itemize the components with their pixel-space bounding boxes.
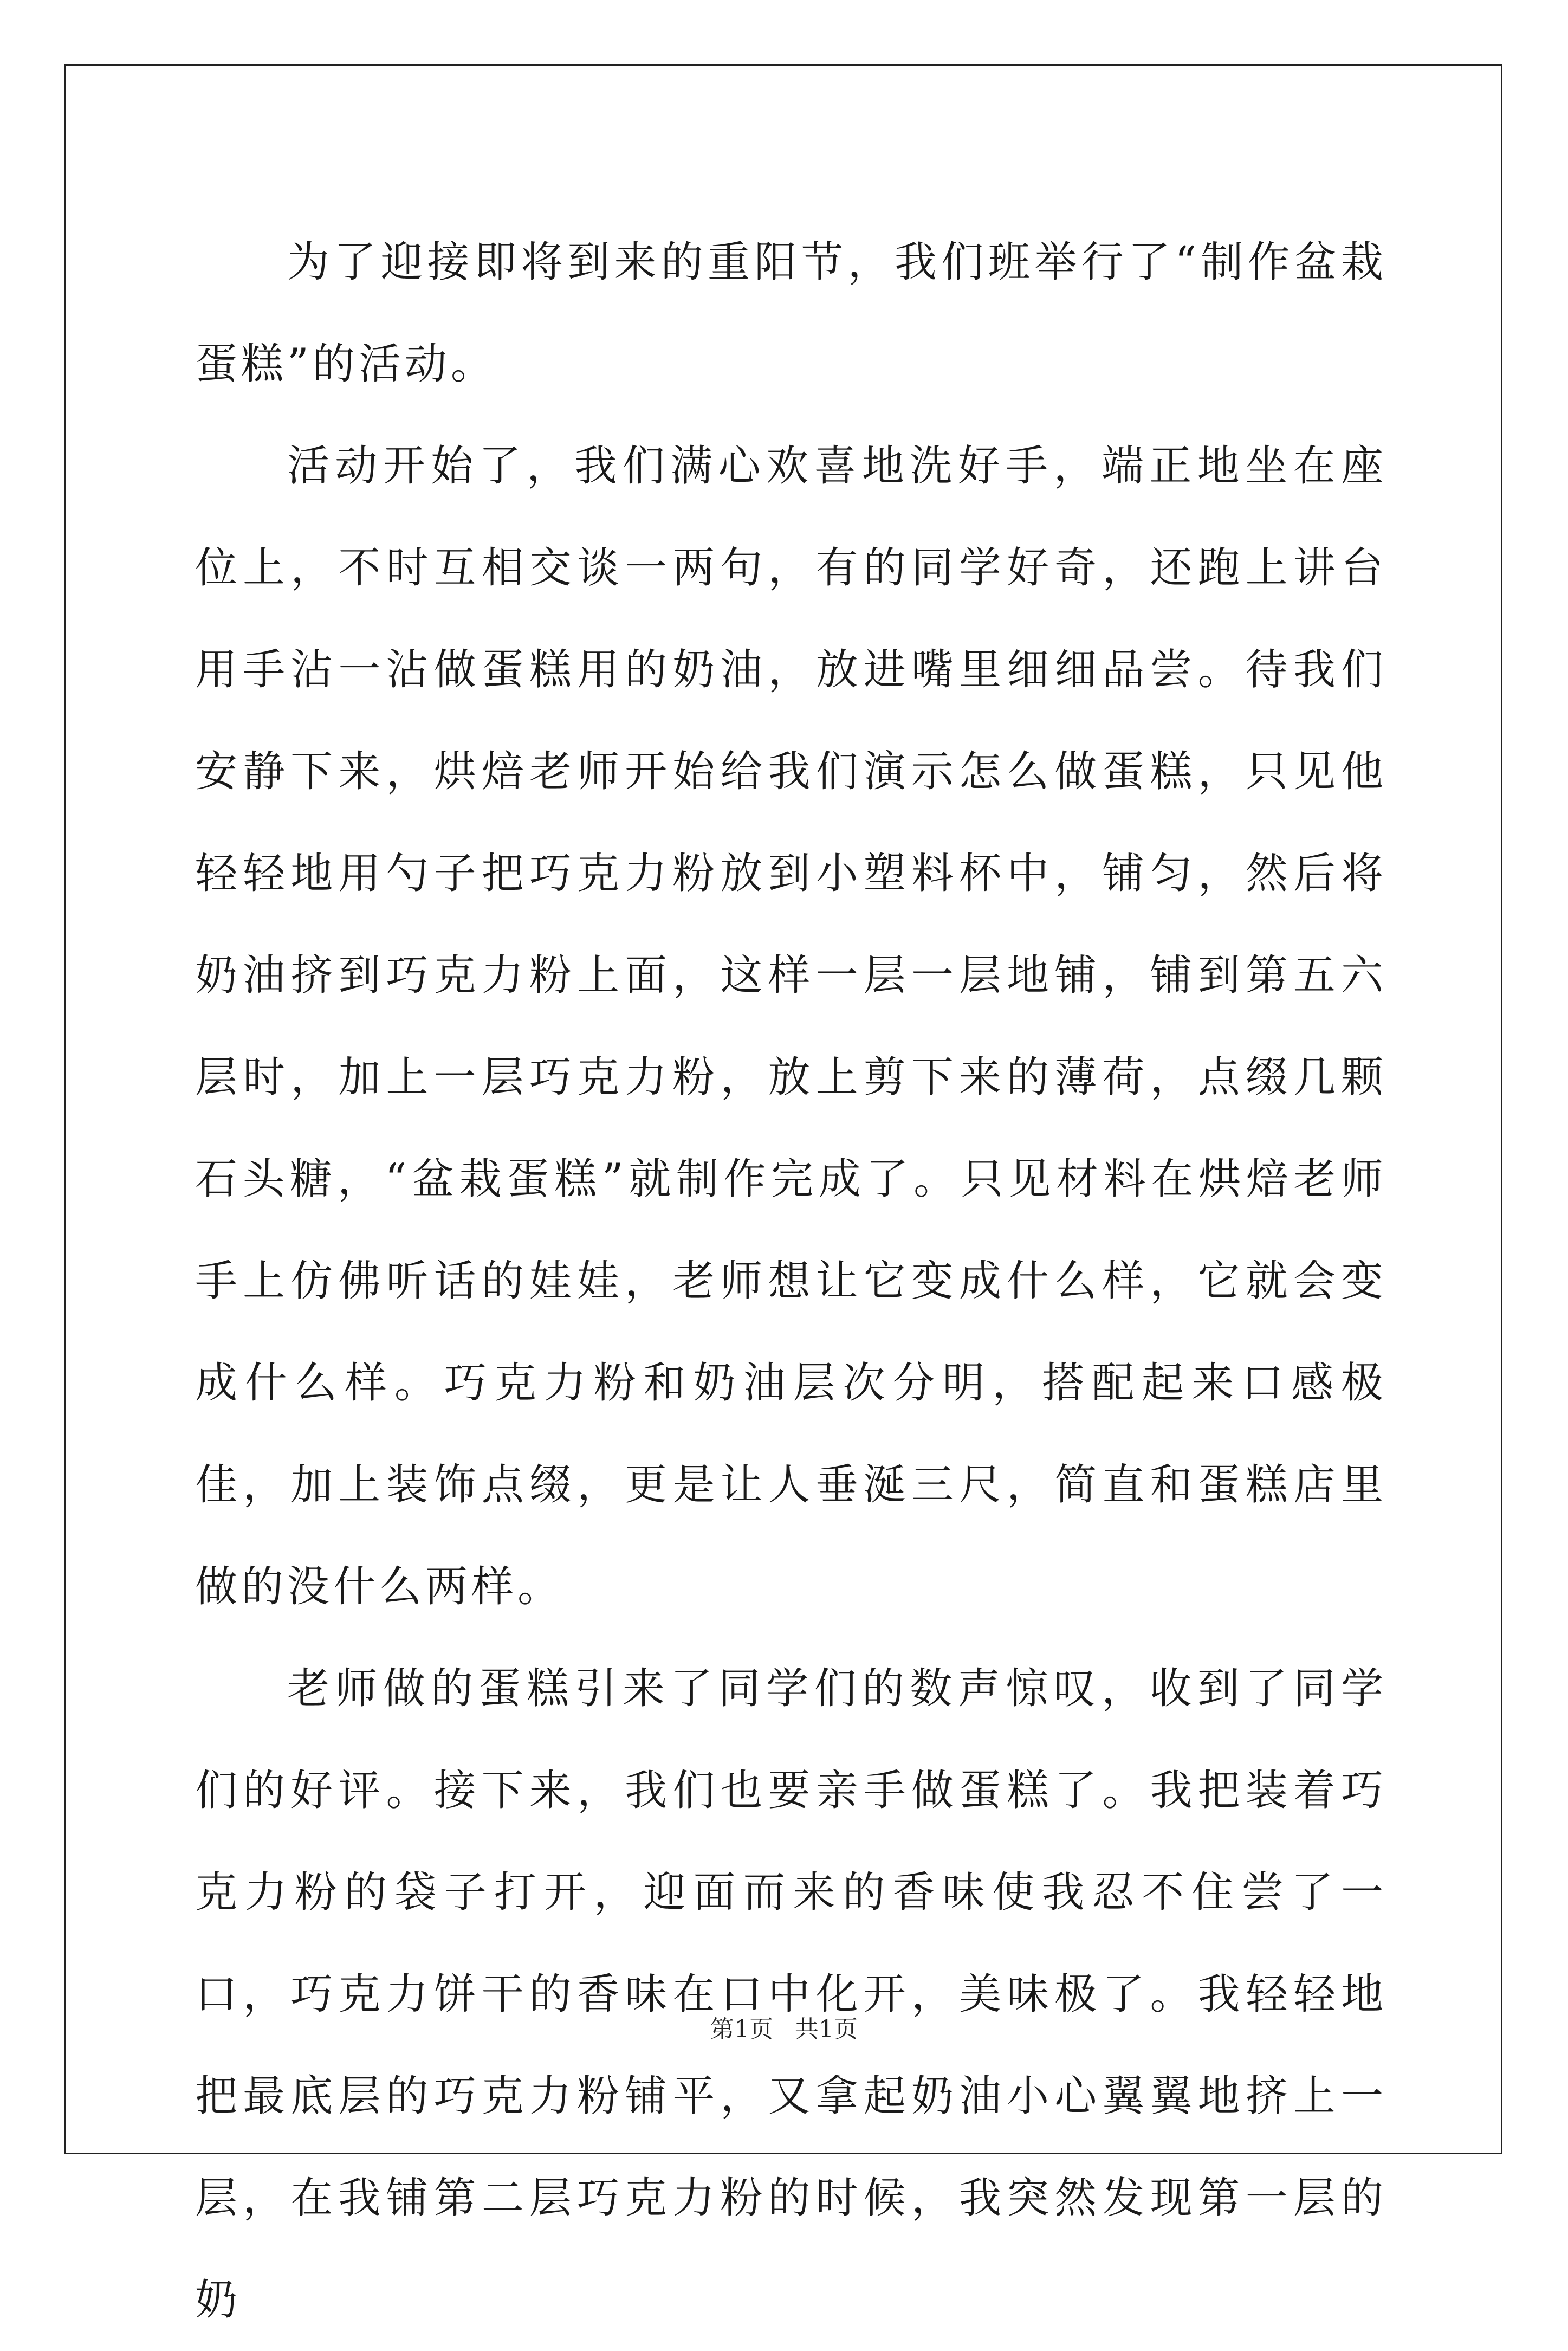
paragraph-3: 老师做的蛋糕引来了同学们的数声惊叹，收到了同学们的好评。接下来，我们也要亲手做蛋糕了。我把装着巧克力粉的袋子打开，迎面而来的香味使我忍不住尝了一口，巧克力饼干的香味在口中化开，美味极了。我轻轻地把最底层的巧克力粉铺平，又拿起奶油小心翼翼地挤上一层，在我铺第二层巧克力粉的时候，我突然发现第一层的奶: [195, 1664, 1387, 2324]
page-number-total: 共1页: [795, 2016, 858, 2043]
page-number-current: 第1页: [710, 2016, 773, 2043]
paragraph-1: 为了迎接即将到来的重阳节，我们班举行了“制作盆栽蛋糕”的活动。: [195, 238, 1387, 389]
paragraph-2: 活动开始了，我们满心欢喜地洗好手，端正地坐在座位上，不时互相交谈一两句，有的同学好奇，还跑上讲台用手沾一沾做蛋糕用的奶油，放进嘴里细细品尝。待我们安静下来，烘焙老师开始给我们演示怎么做蛋糕，只见他轻轻地用勺子把巧克力粉放到小塑料杯中，铺匀，然后将奶油挤到巧克力粉上面，这样一层一层地铺，铺到第五六层时，加上一层巧克力粉，放上剪下来的薄荷，点缀几颗石头糖，“盆栽蛋糕”就制作完成了。只见材料在烘焙老师手上仿佛听话的娃娃，老师想让它变成什么样，它就会变成什么样。巧克力粉和奶油层次分明，搭配起来口感极佳，加上装饰点缀，更是让人垂涎三尺，简直和蛋糕店里做的没什么两样。: [195, 442, 1387, 1611]
page-footer: [0, 2013, 1568, 2046]
